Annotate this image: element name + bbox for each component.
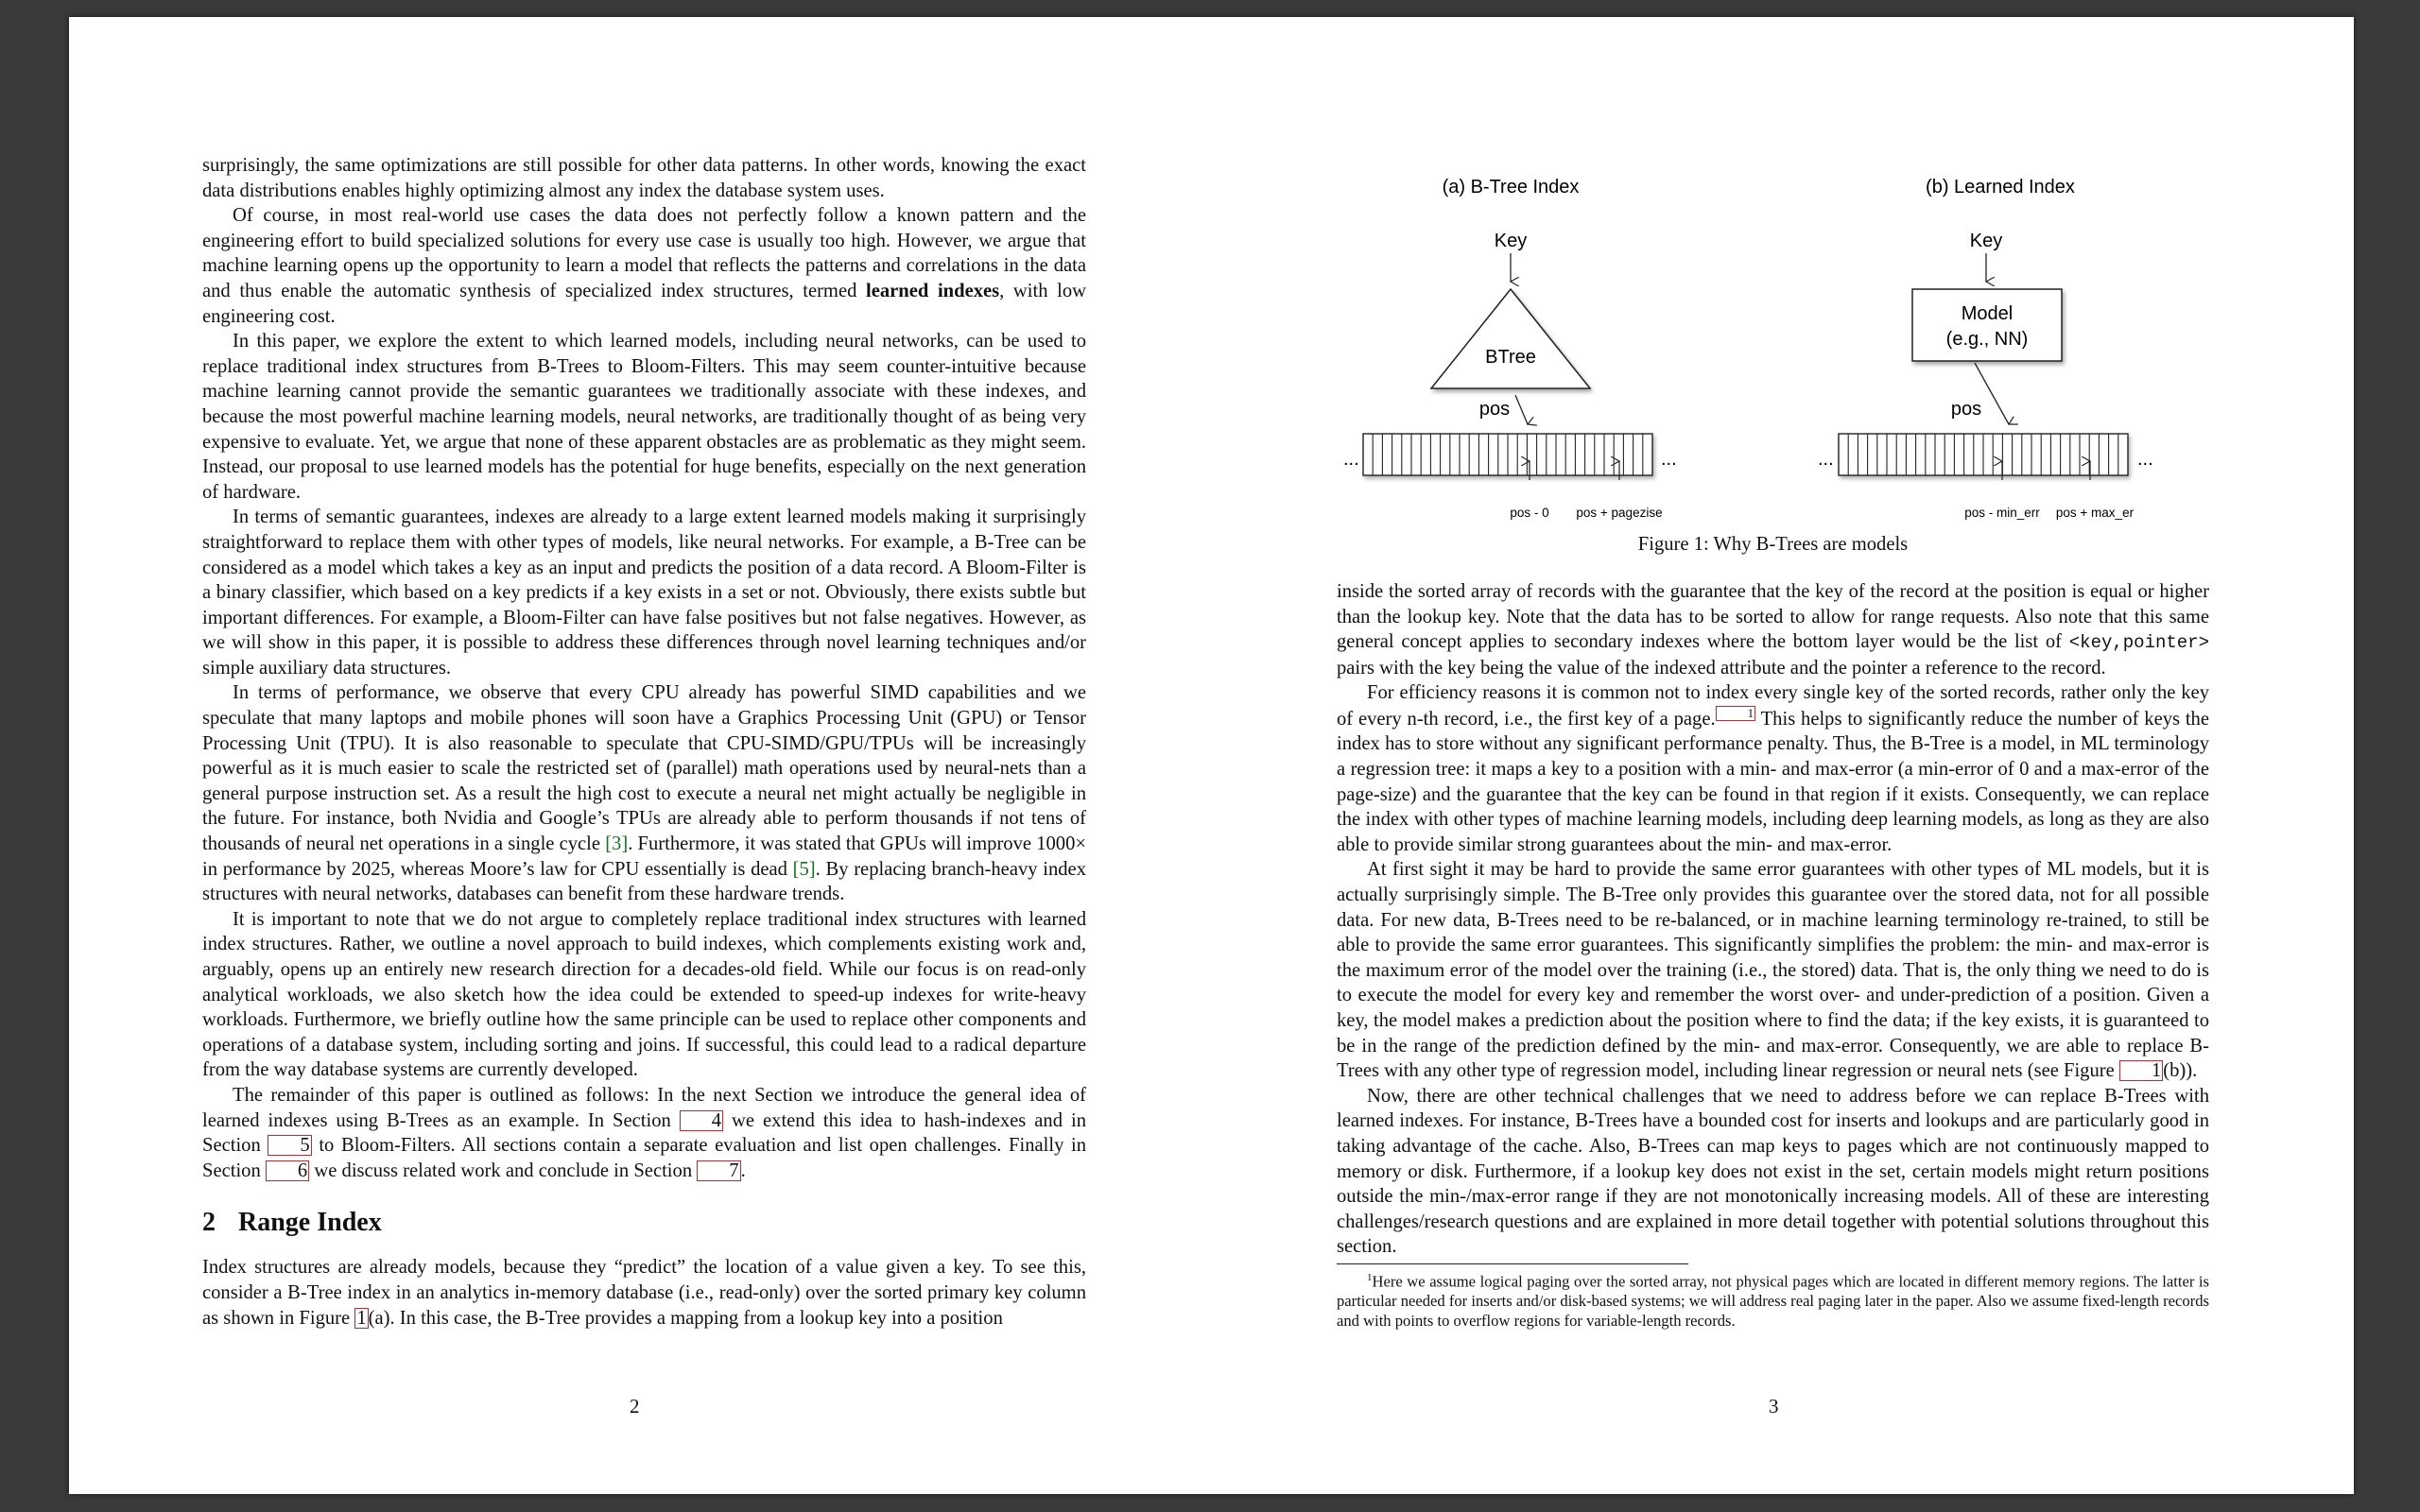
paragraph: Now, there are other technical challenges that we need to address before we can replace B-Trees with learned indexes. For instance, B-Trees have a bounded cost for inserts and lookups and are particularly good in taking advantage of the cache. Also, B-Trees can map keys to pages which are not continuously mapped to memory or disk. Furthermore, if a lookup key does not exist in the set, certain models might return positions outside the min-/max-error range if they are not monotonically increasing models. All of these are interesting challenges/research questions and are explained in more detail together with potential solutions throughout this section.: [1337, 1085, 2209, 1258]
range-label-a-right: pos + pagezise: [1576, 506, 1663, 520]
text-run: Of course, in most real-world use cases the data does not perfectly follow a known pattern and the engineering effort to build specialized solutions for every use case is usually too high. However, we argue that machine learning opens up the opportunity to learn a model that reflects the patterns and correlations in the data and thus enable the automatic synthesis of specialized index structures, termed: [202, 205, 1086, 301]
model-sublabel: (e.g., NN): [1945, 329, 2029, 350]
key-label-b: Key: [1969, 231, 2003, 251]
btree-triangle: [1431, 289, 1590, 388]
footnote-link[interactable]: 1: [1716, 706, 1756, 721]
text-run: At first sight it may be hard to provide the same error guarantees with other types of ML models, but it is actually surprisingly simple. The B-Tree only provides this guarantee over the stored data, not for all possible data. For new data, B-Trees need to be re-balanced, or in machine learning terminology re-trained, to still be able to provide the same error guarantees. This significantly simplifies the problem: the min- and max-error is the maximum error of the model over the training (i.e., the stored) data. That is, the only thing we need to do is to execute the model for every key and remember the worst over- and under-prediction of a position. Given a key, the model makes a prediction about the position where to find the data; if the key exists, it is guaranteed to be in the range of the prediction defined by the min- and max-error. Consequently, we are able to replace B-Trees with any other type of regression model, including linear regression or neural nets (see Figure: [1337, 859, 2209, 1082]
figure-link[interactable]: 1: [356, 1307, 367, 1329]
citation-link[interactable]: [3]: [605, 833, 629, 855]
text-run: pairs with the key being the value of the indexed attribute and the pointer a reference to the record.: [1337, 657, 2106, 679]
text-run: , with low engineering cost.: [202, 280, 1087, 327]
section-heading: [202, 1208, 1086, 1238]
key-label-a: Key: [1494, 231, 1528, 251]
paragraph: In this paper, we explore the extent to which learned models, including neural networks, can be used to replace traditional index structures from B-Trees to Bloom-Filters. This may seem counter-intuitive because machine learning cannot provide the semantic guarantees we traditionally associate with these indexes, and because the most powerful machine learning models, neural networks, are traditionally thought of as being very expensive to evaluate. Yet, we argue that none of these apparent obstacles are as problematic as they might seem. Instead, our proposal to use learned models has the potential for huge benefits, especially on the next generation of hardware.: [202, 331, 1086, 503]
text-run: Index structures are already models, because they “predict” the location of a value given a key. To see this, consider a B-Tree index in an analytics in-memory database (i.e., read-only) over the sorted primary key column as shown in Figure: [202, 1257, 1086, 1329]
paragraph: [202, 203, 1086, 329]
figure-caption: Figure 1: Why B-Trees are models: [1637, 534, 1909, 555]
text-run: This helps to significantly reduce the number of keys the index has to store without any significant performance penalty. Thus, the B-Tree is a model, in ML terminology a regression tree: it maps a key to a position with a min- and max-error (a min-error of 0 and a max-error of the page-size) and the guarantee that the key can be found in that region if it exists. Consequently, we can replace the index with other types of machine learning models, including deep learning models, as long as they are also able to provide similar strong guarantees about the min- and max-error.: [1337, 708, 2209, 855]
footnote-mark: 1: [1367, 1271, 1373, 1283]
paragraph: surprisingly, the same optimizations are still possible for other data patterns. In other words, knowing the exact data distributions enables highly optimizing almost any index the database system uses.: [202, 155, 1086, 201]
range-label-b-left: pos - min_err: [1964, 506, 2040, 520]
text-run: . By replacing branch-heavy index structures with neural networks, databases can benefit from these hardware trends.: [202, 858, 1086, 905]
text-run: we discuss related work and conclude in Section: [309, 1160, 698, 1181]
citation-link[interactable]: [5]: [792, 858, 816, 880]
pos-label-b: pos: [1950, 399, 1982, 420]
page-left: [69, 17, 1211, 1494]
text-run: . Furthermore, it was stated that GPUs will improve 1000× in performance by 2025, whereas Moore’s law for CPU essentially is dead: [202, 833, 1086, 880]
section-link[interactable]: 5: [268, 1135, 311, 1156]
text-run: In terms of performance, we observe that every CPU already has powerful SIMD capabilities and we speculate that many laptops and mobile phones will soon have a Graphics Processing Unit (GPU) or Tensor Processing Unit (TPU). It is also reasonable to speculate that CPU-SIMD/GPU/TPUs will be increasingly powerful as it is much easier to scale the restricted set of (parallel) math operations used by neural-nets than a general purpose instruction set. As a result the high cost to execute a neural net might actually be negligible in the future. For instance, both Nvidia and Google’s TPUs are already able to perform thousands if not tens of thousands of neural net operations in a single cycle: [202, 682, 1086, 855]
pos-arrow-a: [1515, 395, 1528, 424]
panel-a-title: (a) B-Tree Index: [1442, 177, 1580, 198]
section-number: 2: [202, 1208, 216, 1238]
footnote-text: Here we assume logical paging over the sorted array, not physical pages which are located in different memory regions. The latter is particular needed for inserts and/or disk-based systems; we will address real paging later in the paper. Also we assume fixed-length records and with points to overflow regions for variable-length records.: [1337, 1272, 2209, 1331]
paragraph: [1337, 680, 2209, 857]
left-text-body: [202, 153, 1086, 1331]
ellipsis-right-b: ...: [2137, 449, 2153, 470]
document-spread: [69, 17, 2354, 1494]
page-number: 3: [1769, 1395, 1779, 1418]
model-label: Model: [1961, 303, 2014, 324]
paragraph: In terms of semantic guarantees, indexes are already to a large extent learned models making it surprisingly straightforward to replace them with other types of models, like neural networks. For example, a B-Tree can be considered as a model which takes a key as an input and predicts the position of a data record. A Bloom-Filter is a binary classifier, which based on a key predicts if a key exists in a set or not. Obviously, there exists subtle but important differences. For example, a Bloom-Filter can have false positives but not false negatives. However, as we will show in this paper, it is possible to address these differences through novel learning techniques and/or simple auxiliary data structures.: [202, 507, 1086, 679]
right-text-body: [1337, 579, 2209, 1331]
text-run: inside the sorted array of records with the guarantee that the key of the record at the position is equal or higher than the lookup key. Note that the data has to be sorted to allow for range requests. Also note that this same general concept applies to secondary indexes where the bottom layer would be the list of: [1337, 581, 2209, 653]
ellipsis-left-b: ...: [1818, 449, 1834, 470]
ellipsis-left-a: ...: [1343, 449, 1359, 470]
figure-link[interactable]: 1: [2119, 1060, 2163, 1081]
paragraph: [1337, 579, 2209, 680]
figure-1-diagram: [1334, 157, 2222, 535]
code-key-pointer: <key,pointer>: [2068, 632, 2209, 654]
pos-label-a: pos: [1478, 399, 1511, 420]
section-title: Range Index: [238, 1208, 382, 1238]
btree-label: BTree: [1485, 347, 1536, 368]
term-learned-indexes: learned indexes: [866, 280, 1000, 301]
paragraph: It is important to note that we do not argue to completely replace traditional index structures with learned index structures. Rather, we outline a novel approach to build indexes, which complements existing work and, arguably, opens up an entirely new research direction for a decades-old field. While our focus is on read-only analytical workloads, we also sketch how the idea could be extended to speed-up indexes for write-heavy workloads. Furthermore, we briefly outline how the same principle can be used to replace other components and operations of a database system, including sorting and joins. If successful, this could lead to a radical departure from the way database systems are currently developed.: [202, 908, 1086, 1081]
model-box: [1912, 289, 2062, 361]
section-link[interactable]: 6: [266, 1160, 309, 1181]
panel-b-title: (b) Learned Index: [1926, 177, 2075, 198]
text-run: The remainder of this paper is outlined as follows: In the next Section we introduce the general idea of learned indexes using B-Trees as an example. In Section: [202, 1084, 1086, 1131]
section-link[interactable]: 4: [680, 1110, 723, 1131]
footnote-rule: [1337, 1263, 1688, 1264]
text-run: to Bloom-Filters. All sections contain a separate evaluation and list open challenges. Finally in Section: [202, 1135, 1087, 1181]
paragraph: [1337, 857, 2209, 1083]
page-number: 2: [630, 1395, 640, 1418]
paragraph: [202, 1083, 1086, 1183]
text-run: we extend this idea to hash-indexes and in Section: [202, 1109, 1086, 1157]
ellipsis-right-a: ...: [1661, 449, 1677, 470]
footnote: [1337, 1268, 2209, 1332]
text-run: For efficiency reasons it is common not to index every single key of the sorted records, rather only the key of every n-th record, i.e., the first key of a page.: [1337, 682, 2209, 730]
text-run: .: [740, 1160, 746, 1181]
section-link[interactable]: 7: [697, 1160, 740, 1181]
record-array-b: [1839, 434, 2128, 475]
text-run: (b)).: [2163, 1060, 2198, 1082]
paragraph: [202, 680, 1086, 906]
range-label-b-right: pos + max_er: [2055, 506, 2135, 520]
range-label-a-left: pos - 0: [1510, 506, 1549, 520]
record-array-a: [1363, 434, 1652, 475]
text-run: (a). In this case, the B-Tree provides a mapping from a lookup key into a position: [368, 1307, 1003, 1329]
paragraph: [202, 1255, 1086, 1331]
page-right: [1211, 17, 2354, 1494]
